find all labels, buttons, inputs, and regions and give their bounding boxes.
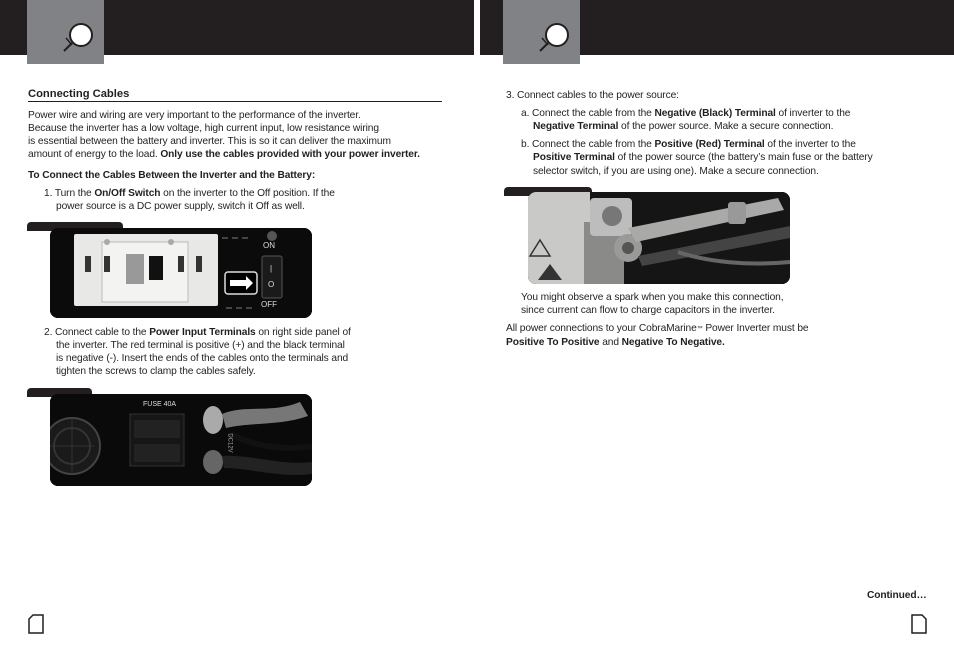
page-corner-icon — [28, 614, 44, 634]
step3b-text3: of the power source (the battery’s main fuse or the battery — [614, 152, 873, 163]
step2-line4: tighten the screws to clamp the cables safely. — [56, 366, 256, 377]
step3b-line1 — [521, 139, 856, 152]
step3a-text3: of the power source. Make a secure connection. — [618, 121, 834, 132]
side-label: DC12V — [226, 433, 233, 453]
step3b-bold2: Positive Terminal — [533, 152, 615, 163]
step3a-bold2: Negative Terminal — [533, 121, 619, 132]
step3a-text1: a. Connect the cable from the — [521, 108, 655, 119]
positive-to-positive: Positive To Positive — [506, 337, 600, 348]
polarity-line2 — [506, 337, 725, 350]
step3a-line1 — [521, 108, 850, 121]
polarity-and: and — [599, 337, 622, 348]
switch-o-label: O — [268, 280, 275, 289]
intro-line-2: Because the inverter has a low voltage, high current input, low resistance wiring — [28, 123, 379, 134]
polarity-text1: All power connections to your CobraMarine — [506, 323, 697, 334]
step3b-line2 — [533, 152, 873, 165]
step1-line2: power source is a DC power supply, switch it Off as well. — [56, 201, 305, 212]
on-label: ON — [263, 241, 275, 250]
figure3-battery-terminals — [528, 192, 790, 284]
negative-to-negative: Negative To Negative. — [621, 337, 725, 348]
step1-line1 — [44, 188, 335, 201]
step1-emphasis: On/Off Switch — [94, 188, 161, 199]
magnifier-icon — [536, 20, 572, 56]
step2-line2: the inverter. The red terminal is positive (+) and the black terminal — [56, 340, 345, 351]
intro-line-3: is essential between the battery and inverter. This is so it can deliver the maximum — [28, 136, 391, 147]
magnifier-icon — [60, 20, 96, 56]
step3b-bold1: Positive (Red) Terminal — [654, 139, 765, 150]
subheading — [28, 170, 315, 183]
intro-line-1: Power wire and wiring are very important to the performance of the inverter. — [28, 110, 361, 121]
step3a-bold1: Negative (Black) Terminal — [654, 108, 776, 119]
switch-i-label: | — [270, 264, 273, 273]
step2-text-c: on right side panel of — [255, 327, 351, 338]
section-heading: Connecting Cables — [28, 88, 130, 100]
spark-line2: since current can flow to charge capacitors in the inverter. — [521, 305, 775, 316]
intro-line-4 — [28, 149, 420, 162]
step2-line3: is negative (-). Insert the ends of the cables onto the terminals and — [56, 353, 349, 364]
step2-line1 — [44, 327, 351, 340]
subheading-text: To Connect the Cables Between the Inverter and the Battery: — [28, 170, 316, 181]
step2-text-a: 2. Connect cable to the — [44, 327, 150, 338]
step3-intro: 3. Connect cables to the power source: — [506, 90, 679, 101]
continued-label: Continued… — [867, 590, 927, 601]
off-label: OFF — [261, 300, 277, 309]
step3a-line2 — [533, 121, 833, 134]
right-header-tab — [503, 0, 580, 64]
page-corner-icon — [911, 614, 927, 634]
left-header-tab — [27, 0, 104, 64]
intro-text: amount of energy to the load. — [28, 149, 161, 160]
step2-emphasis: Power Input Terminals — [149, 327, 256, 338]
polarity-line1 — [506, 323, 808, 336]
step3b-line3: selector switch, if you are using one). Make a secure connection. — [533, 166, 819, 177]
spark-line1: You might observe a spark when you make this connection, — [521, 292, 784, 303]
polarity-text2: Power Inverter must be — [702, 323, 809, 334]
step3b-text1: b. Connect the cable from the — [521, 139, 655, 150]
step1-text-c: on the inverter to the Off position. If the — [160, 188, 335, 199]
step3a-text2: of inverter to the — [775, 108, 851, 119]
intro-emphasis: Only use the cables provided with your power inverter. — [160, 149, 420, 160]
fuse-label: FUSE 40A — [143, 401, 177, 408]
heading-rule — [28, 101, 442, 102]
step1-text-a: 1. Turn the — [44, 188, 95, 199]
figure2-power-terminals — [50, 394, 312, 486]
figure1-inverter-switch — [50, 228, 312, 318]
step3b-text2: of the inverter to the — [764, 139, 856, 150]
trademark-mark: ™ — [696, 326, 703, 332]
